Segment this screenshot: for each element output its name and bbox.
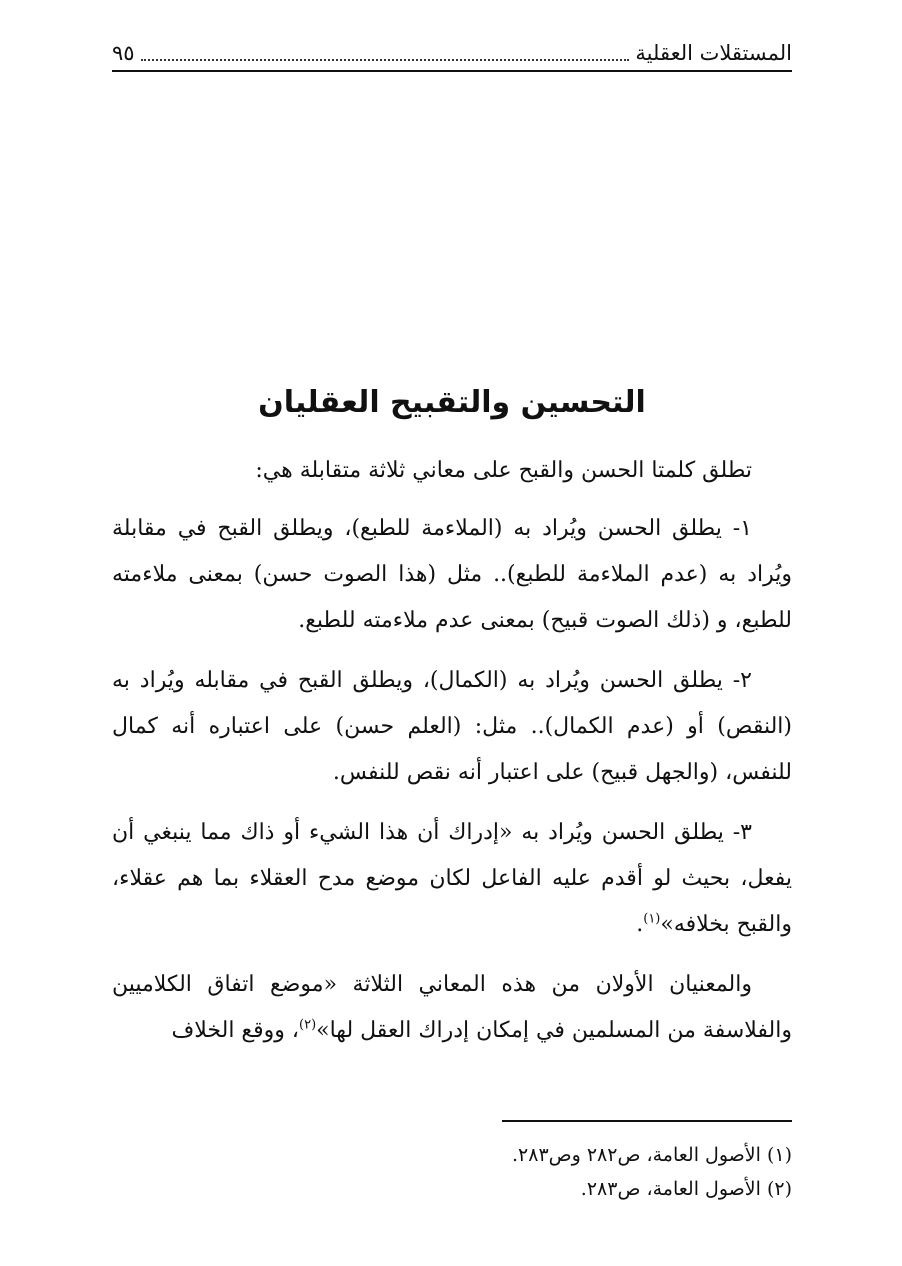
running-title: المستقلات العقلية [635,41,792,65]
chapter-title: التحسين والتقبيح العقليان [258,385,646,421]
footnotes [112,1138,792,1206]
paragraph-3-text: ٣- يطلق الحسن ويُراد به «إدراك أن هذا الشيء أو ذاك مما ينبغي أن يفعل، بحيث لو أقدم عليه الفاعل لكان موضع مدح العقلاء بما هم عقلاء، والقبح بخلافه» [112,820,792,937]
paragraph-meaning-3 [112,810,792,948]
paragraph-4-end: ، ووقع الخلاف [171,1018,299,1043]
running-header [112,36,792,72]
footnote-divider [502,1120,792,1122]
paragraph-meaning-2: ٢- يطلق الحسن ويُراد به (الكمال)، ويطلق القبح في مقابله ويُراد به (النقص) أو (عدم الكمال).. مثل: (العلم حسن) على اعتباره أنه كمال للنفس، (والجهل قبيح) على اعتبار أنه نقص للنفس. [112,668,792,785]
footnote-2: (٢) الأصول العامة، ص٢٨٣. [580,1178,792,1200]
paragraph-4 [112,962,792,1054]
footnote-1: (١) الأصول العامة، ص٢٨٢ وص٢٨٣. [511,1144,792,1166]
paragraph-meaning-1: ١- يطلق الحسن ويُراد به (الملاءمة للطبع)، ويطلق القبح في مقابلة ويُراد به (عدم الملاءمة للطبع).. مثل (هذا الصوت حسن) بمعنى ملاءمته للطبع، و (ذلك الصوت قبيح) بمعنى عدم ملاءمته للطبع. [112,516,792,633]
footnote-ref-2: (٢) [299,1017,317,1033]
footnote-ref-1: (١) [643,911,661,927]
paragraph-intro: تطلق كلمتا الحسن والقبح على معاني ثلاثة متقابلة هي: [255,458,752,483]
paragraph-4-text: والمعنيان الأولان من هذه المعاني الثلاثة «موضع اتفاق الكلاميين والفلاسفة من المسلمين في إمكان إدراك العقل لها» [112,972,792,1043]
leader-dots [141,59,630,61]
page-number: ٩٥ [112,41,135,65]
body-text [112,448,792,1068]
paragraph-3-end: . [636,912,644,937]
